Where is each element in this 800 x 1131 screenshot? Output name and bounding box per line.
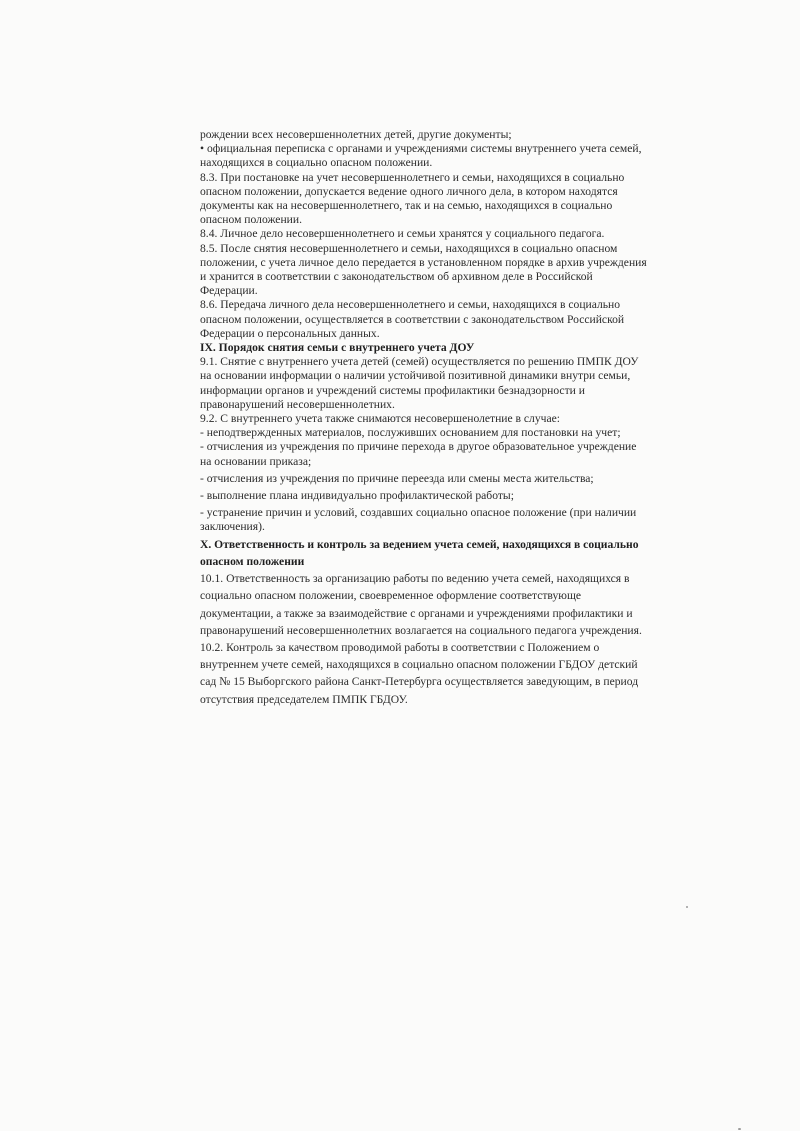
clause-8-5: 8.5. После снятия несовершеннолетнего и семьи, находящихся в социально опасном: [200, 241, 618, 255]
text-line: на основании информации о наличии устойчивой позитивной динамики внутри семьи,: [200, 369, 631, 383]
bullet-line: • официальная переписка с органами и учреждениями системы внутреннего учета семей,: [200, 142, 642, 156]
text-line: документации, а также за взаимодействие с органами и учреждениями профилактики и: [200, 606, 633, 620]
text-line: Федерации о персональных данных.: [200, 326, 380, 340]
text-line: документы как на несовершеннолетнего, так и на семью, находящихся в социально: [200, 199, 613, 213]
section-heading-x-cont: опасном положении: [200, 554, 305, 568]
section-heading-x: X. Ответственность и контроль за ведением учета семей, находящихся в социально: [200, 537, 639, 551]
clause-8-4: 8.4. Личное дело несовершеннолетнего и семьи хранятся у социального педагога.: [200, 227, 605, 241]
list-item: - выполнение плана индивидуально профилактической работы;: [200, 489, 514, 503]
text-line: находящихся в социально опасном положении.: [200, 156, 433, 170]
text-line: заключения).: [200, 520, 265, 534]
text-line: на основании приказа;: [200, 454, 312, 468]
clause-10-2: 10.2. Контроль за качеством проводимой работы в соответствии с Положением о: [200, 640, 600, 654]
clause-8-3: 8.3. При постановке на учет несовершеннолетнего и семьи, находящихся в социально: [200, 170, 625, 184]
text-line: опасном положении, осуществляется в соответствии с законодательством Российской: [200, 312, 625, 326]
text-line: и хранится в соответствии с законодательством об архивном деле в Российской: [200, 270, 593, 284]
text-line: социально опасном положении, своевременное оформление соответствующе: [200, 589, 582, 603]
clause-8-6: 8.6. Передача личного дела несовершеннолетнего и семьи, находящихся в социально: [200, 298, 621, 312]
scan-speck: [738, 1128, 741, 1130]
text-line: информации органов и учреждений системы профилактики безнадзорности и: [200, 383, 585, 397]
text-line: положении, с учета личное дело передается в установленном порядке в архив учреждения: [200, 255, 647, 269]
scan-speck: [686, 906, 688, 908]
text-line: опасном положении, допускается ведение одного личного дела, в котором находятся: [200, 184, 618, 198]
list-item: - неподтвержденных материалов, послуживших основанием для постановки на учет;: [200, 426, 621, 440]
section-heading-ix: IX. Порядок снятия семьи с внутреннего учета ДОУ: [200, 341, 475, 355]
text-line: сад № 15 Выборгского района Санкт-Петербурга осуществляется заведующим, в период: [200, 675, 639, 689]
document-body: [200, 128, 675, 707]
clause-10-1: 10.1. Ответственность за организацию работы по ведению учета семей, находящихся в: [200, 572, 630, 586]
text-line: правонарушений несовершеннолетних возлагается на социального педагога учреждения.: [200, 623, 642, 637]
text-line: опасном положении.: [200, 213, 302, 227]
text-line: рождении всех несовершеннолетних детей, другие документы;: [200, 128, 512, 141]
text-line: Федерации.: [200, 284, 258, 298]
list-item: - отчисления из учреждения по причине переезда или смены места жительства;: [200, 471, 594, 485]
text-line: правонарушений несовершеннолетних.: [200, 397, 395, 411]
text-line: отсутствия председателем ПМПК ГБДОУ.: [200, 692, 408, 706]
list-item: - устранение причин и условий, создавших социально опасное положение (при наличии: [200, 506, 637, 520]
text-line: внутреннем учете семей, находящихся в социально опасном положении ГБДОУ детский: [200, 658, 638, 672]
clause-9-2: 9.2. С внутреннего учета также снимаются несовершенолетние в случае:: [200, 412, 560, 426]
list-item: - отчисления из учреждения по причине перехода в другое образовательное учреждение: [200, 440, 637, 454]
clause-9-1: 9.1. Снятие с внутреннего учета детей (семей) осуществляется по решению ПМПК ДОУ: [200, 355, 639, 369]
